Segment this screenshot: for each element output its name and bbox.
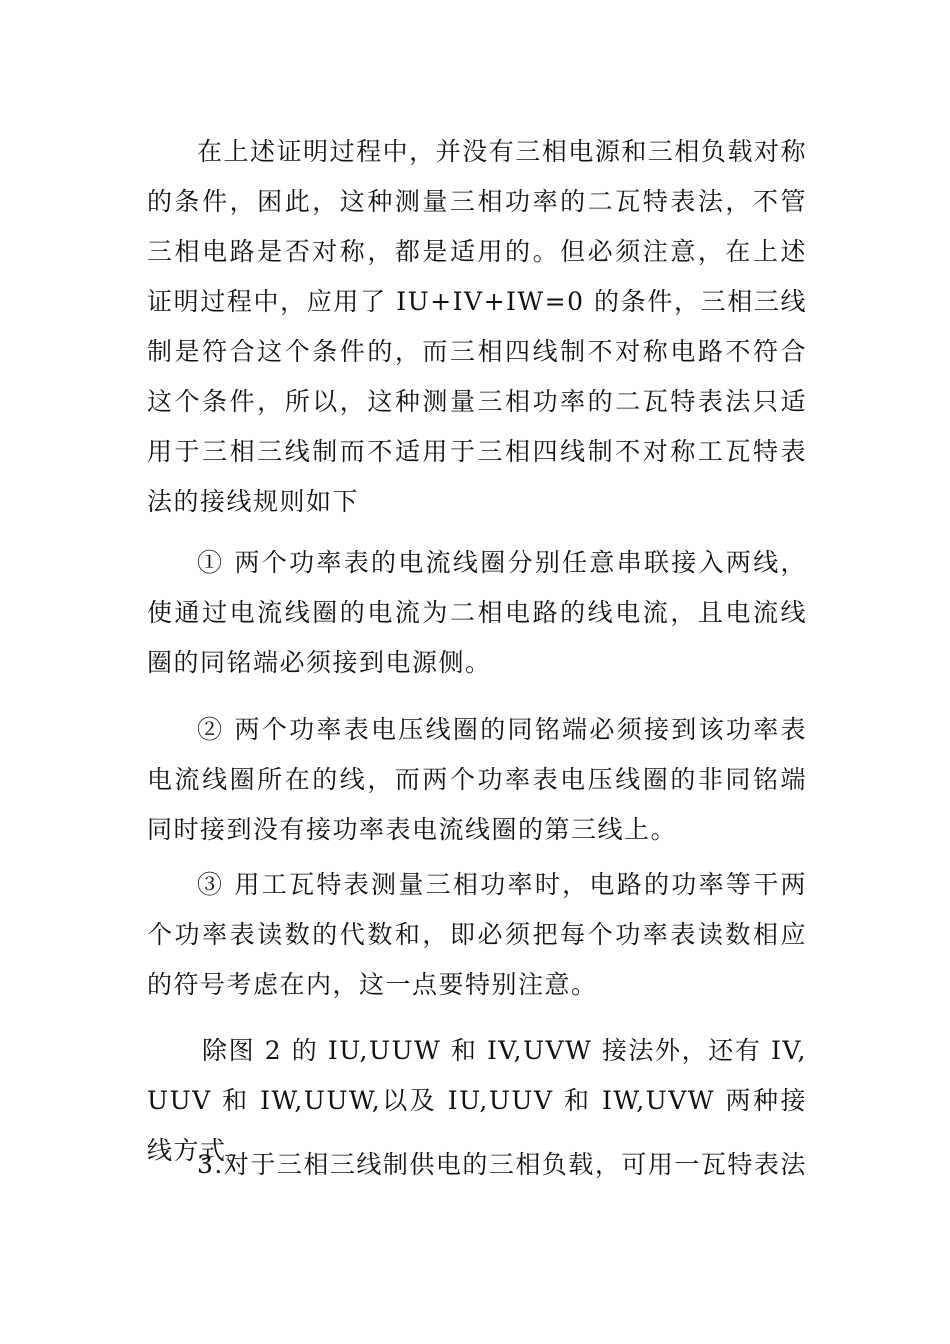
paragraph-wiring-variants: 除图 2 的 IU,UUW 和 IV,UVW 接法外，还有 IV,UUV 和 IW,UUW,以及 IU,UUV 和 IW,UVW 两种接线方式。 [147,1036,807,1165]
rule-3-power-sum: ③ 用工瓦特表测量三相功率时，电路的功率等干两个功率表读数的代数和，即必须把每个功率表读数相应的符号考虑在内，这一点要特别注意。 [147,870,807,999]
paragraph-one-wattmeter-method: 3.对于三相三线制供电的三相负载，可用一瓦特表法 [197,1150,807,1179]
paragraph-two-wattmeter-method: 在上述证明过程中，并没有三相电源和三相负载对称的条件，困此，这种测量三相功率的二瓦特表法，不管三相电路是否对称，都是适用的。但必须注意，在上述证明过程中，应用了 IU+IV+IW=0 的条件，三相三线制是符合这个条件的，而三相四线制不对称电路不符合这个条件，所以，这种测量三相功率的二瓦特表法只适用于三相三线制而不适用于三相四线制不对称工瓦特表法的接线规则如下 [147,137,807,516]
rule-2-voltage-coils: ② 两个功率表电压线圈的同铭端必须接到该功率表电流线圈所在的线，而两个功率表电压线圈的非同铭端同时接到没有接功率表电流线圈的第三线上。 [147,715,807,844]
rule-1-current-coils: ① 两个功率表的电流线圈分别任意串联接入两线，使通过电流线圈的电流为二相电路的线电流，且电流线圈的同铭端必须接到电源侧。 [147,548,807,677]
